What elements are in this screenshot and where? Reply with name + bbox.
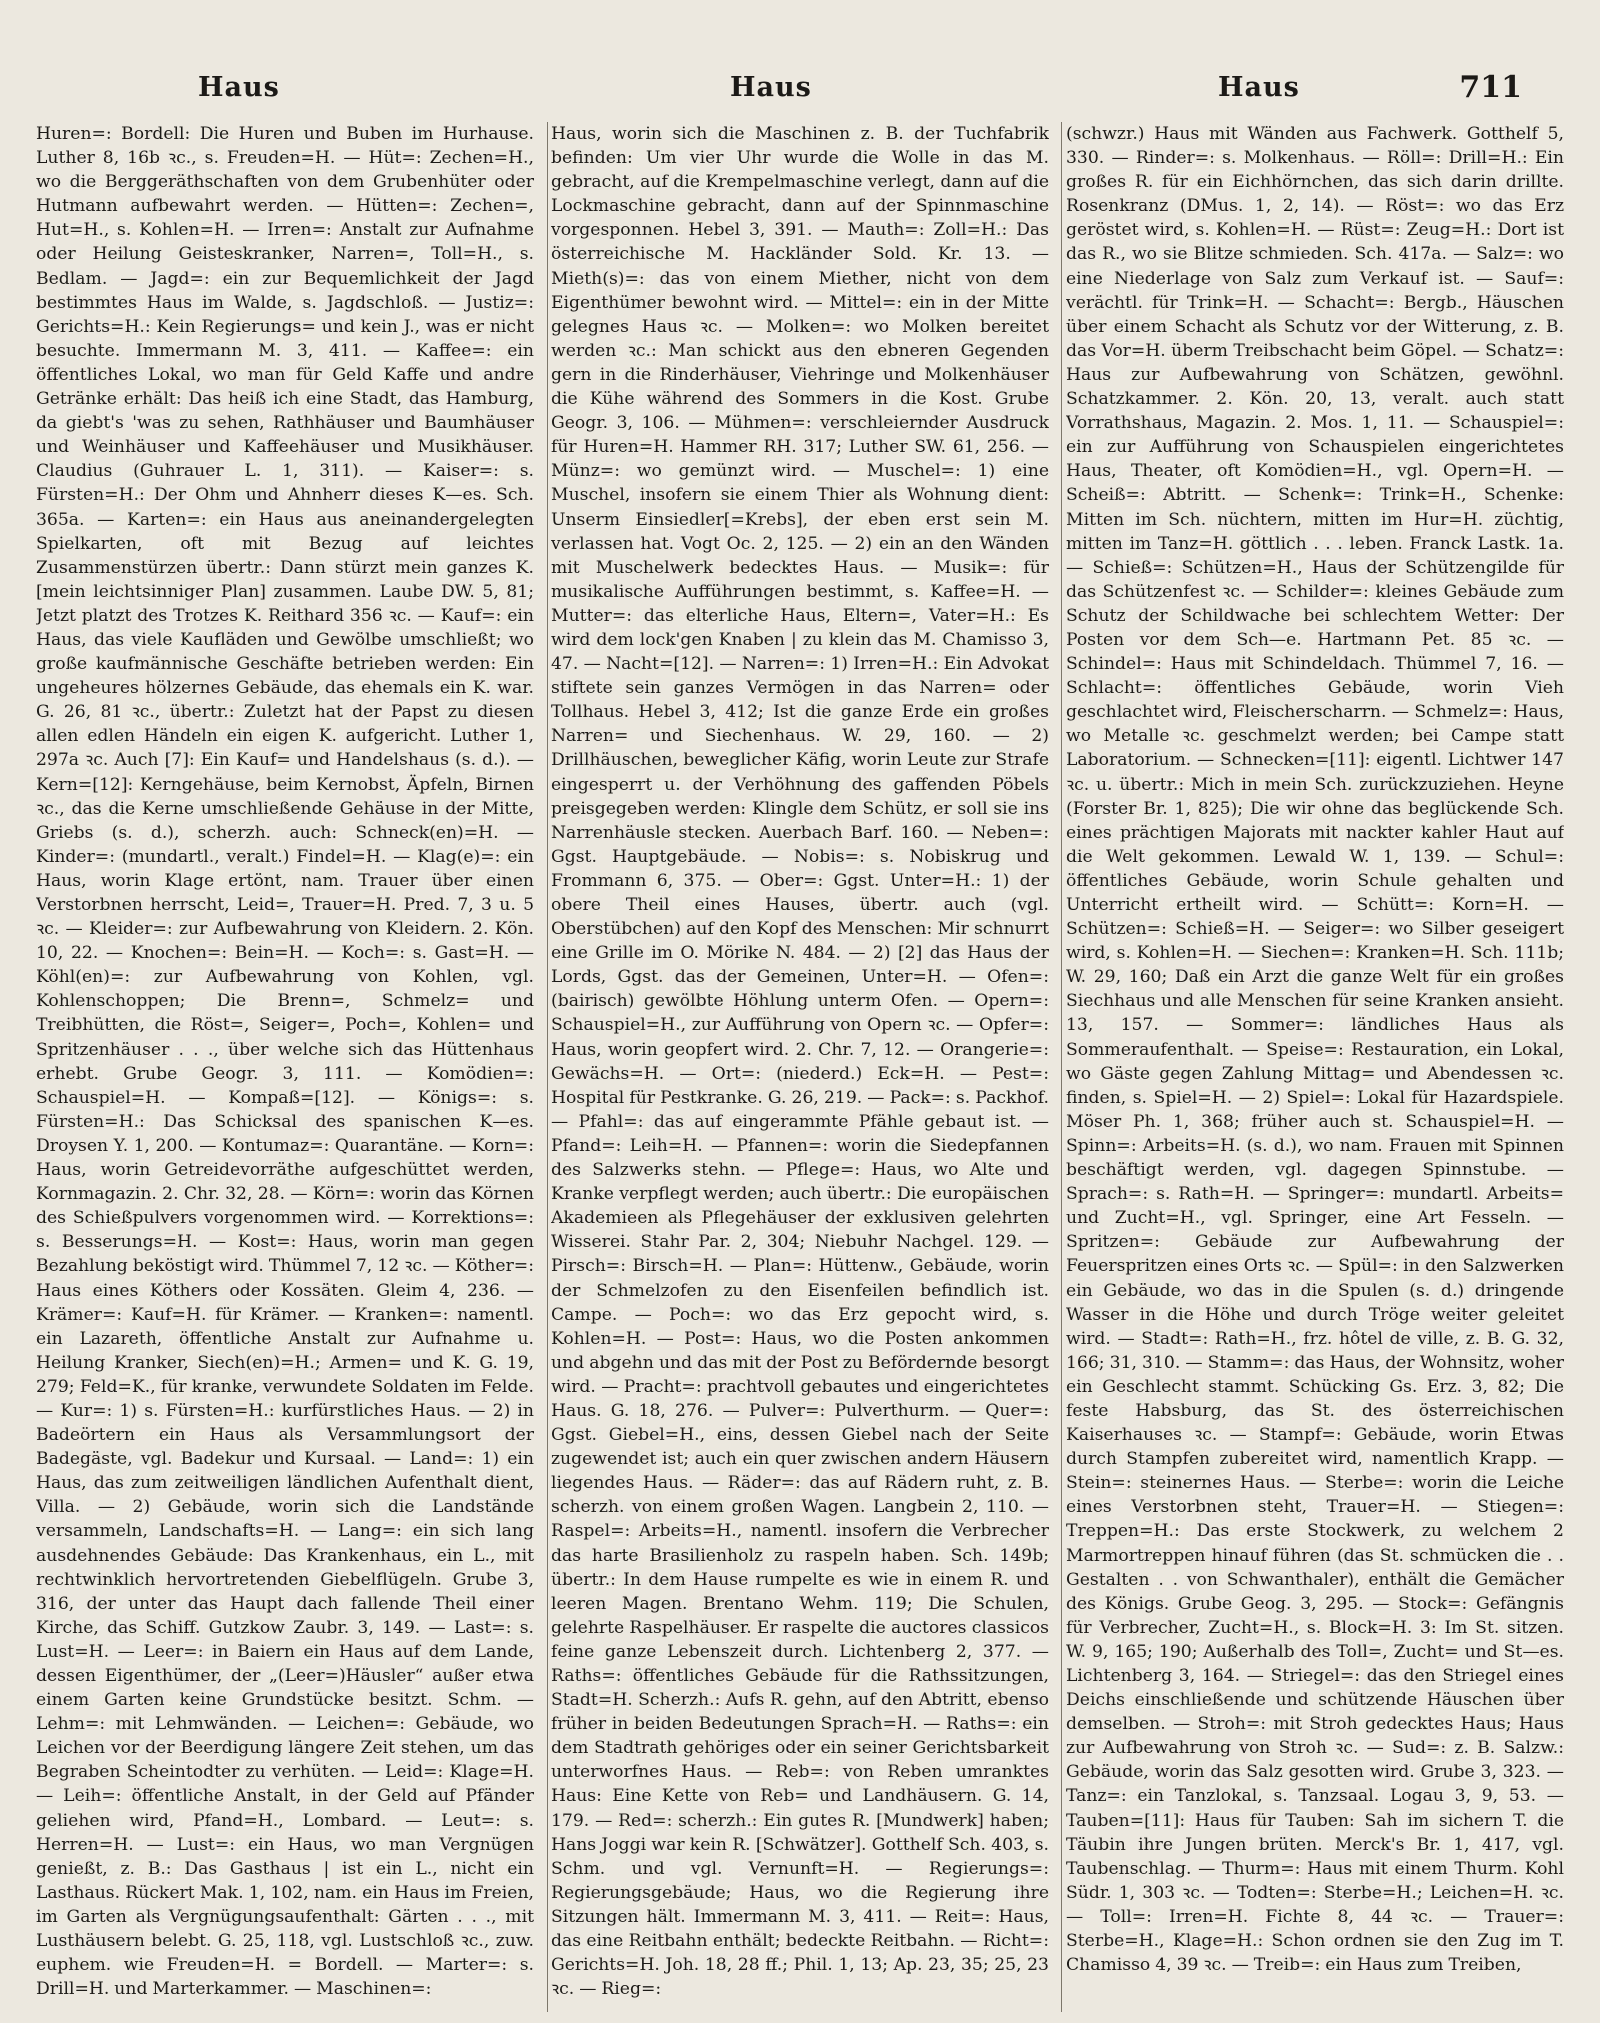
column-middle-text: Haus, worin sich die Maschinen z. B. der Tuchfabrik befinden: Um vier Uhr wurde die Wolle in das M. gebracht, auf die Krempelmaschine verlegt, dann auf die Lockmaschine gebracht, dann auf der Spinnmaschine vorgesponnen. Hebel 3, 391. — Mauth=: Zoll=H.: Das österreichische M. Hackländer Sold. Kr. 13. — Mieth(s)=: das von einem Miether, nicht von dem Eigenthümer bewohnt wird. — Mittel=: ein in der Mitte gelegnes Haus ꝛc. — Molken=: wo Molken bereitet werden ꝛc.: Man schickt aus den ebneren Gegenden gern in die Rinderhäuser, Viehringe und Molkenhäuser die Kühe während des Sommers in die Kost. Grube Geogr. 3, 106. — Mühmen=: verschleiernder Ausdruck für Huren=H. Hammer RH. 317; Luther SW. 61, 256. — Münz=: wo gemünzt wird. — Muschel=: 1) eine Muschel, insofern sie einem Thier als Wohnung dient: Unserm Einsiedler[=Krebs], der eben erst sein M. verlassen hat. Vogt Oc. 2, 125. — 2) ein an den Wänden mit Muschelwerk bedecktes Haus. — Musik=: für musikalische Aufführungen bestimmt, s. Kaffee=H. — Mutter=: das elterliche Haus, Eltern=, Vater=H.: Es wird dem lock'gen Knaben | zu klein das M. Chamisso 3, 47. — Nacht=[12]. — Narren=: 1) Irren=H.: Ein Advokat stiftete sein ganzes Vermögen in das Narren= oder Tollhaus. Hebel 3, 412; Ist die ganze Erde ein großes Narren= und Siechenhaus. W. 29, 160. — 2) Drillhäuschen, beweglicher Käfig, worin Leute zur Strafe eingesperrt u. der Verhöhnung des gaffenden Pöbels preisgegeben werden: Klingle dem Schütz, er soll sie ins Narrenhäusle stecken. Auerbach Barf. 160. — Neben=: Ggst. Hauptgebäude. — Nobis=: s. Nobiskrug und Frommann 6, 375. — Ober=: Ggst. Unter=H.: 1) der obere Theil eines Hauses, übertr. auch (vgl. Oberstübchen) auf den Kopf des Menschen: Mir schnurrt eine Grille im O. Mörike N. 484. — 2) [2] das Haus der Lords, Ggst. das der Gemeinen, Unter=H. — Ofen=: (bairisch) gewölbte Höhlung unterm Ofen. — Opern=: Schauspiel=H., zur Aufführung von Opern ꝛc. — Opfer=: Haus, worin geopfert wird. 2. Chr. 7, 12. — Orangerie=: Gewächs=H. — Ort=: (niederd.) Eck=H. — Pest=: Hospital für Pestkranke. G. 26, 219. — Pack=: s. Packhof. — Pfahl=: das auf eingerammte Pfähle gebaut ist. — Pfand=: Leih=H. — Pfannen=: worin die Siedepfannen des Salzwerks stehn. — Pflege=: Haus, wo Alte und Kranke verpflegt werden; auch übertr.: Die europäischen Akademieen als Pflegehäuser der exklusiven gelehrten Wisserei. Stahr Par. 2, 304; Niebuhr Nachgel. 129. — Pirsch=: Birsch=H. — Plan=: Hüttenw., Gebäude, worin der Schmelzofen zu den Eisenfeilen befindlich ist. Campe. — Poch=: wo das Erz gepocht wird, s. Kohlen=H. — Post=: Haus, wo die Posten ankommen und abgehn und das mit der Post zu Befördernde besorgt wird. — Pracht=: prachtvoll gebautes und eingerichtetes Haus. G. 18, 276. — Pulver=: Pulverthurm. — Quer=: Ggst. Giebel=H., eins, dessen Giebel nach der Seite zugewendet ist; auch ein quer zwischen andern Häusern liegendes Haus. — Räder=: das auf Rädern ruht, z. B. scherzh. von einem großen Wagen. Langbein 2, 110. — Raspel=: Arbeits=H., namentl. insofern die Verbrecher das harte Brasilienholz zu raspeln haben. Sch. 149b; übertr.: In dem Hause rumpelte es wie in einem R. und leeren Magen. Brentano Wehm. 119; Die Schulen, gelehrte Raspelhäuser. Er raspelte die auctores classicos feine ganze Lebenszeit durch. Lichtenberg 2, 377. — Raths=: öffentliches Gebäude für die Rathssitzungen, Stadt=H. Scherzh.: Aufs R. gehn, auf den Abtritt, ebenso früher in beiden Bedeutungen Sprach=H. — Raths=: ein dem Stadtrath gehöriges oder ein seiner Gerichtsbarkeit unterworfnes Haus. — Reb=: von Reben umranktes Haus: Eine Kette von Reb= und Landhäusern. G. 14, 179. — Red=: scherzh.: Ein gutes R. [Mundwerk] haben; Hans Joggi war kein R. [Schwätzer]. Gotthelf Sch. 403, s. Schm. und vgl. Vernunft=H. — Regierungs=: Regierungsgebäude; Haus, wo die Regierung ihre Sitzungen hält. Immermann M. 3, 411. — Reit=: Haus, das eine Reitbahn enthält; bedeckte Reitbahn. — Richt=: Gerichts=H. Joh. 18, 28 ff.; Phil. 1, 13; Ap. 23, 35; 25, 23 ꝛc. — Rieg=: <box>551 124 1049 2000</box>
header-headword-center: Haus <box>730 72 812 103</box>
header-headword-right: Haus <box>1218 72 1300 103</box>
column-middle <box>551 122 1049 2012</box>
header-headword-left: Haus <box>198 72 280 103</box>
column-divider <box>1061 122 1062 2012</box>
column-left-text: Huren=: Bordell: Die Huren und Buben im Hurhause. Luther 8, 16b ꝛc., s. Freuden=H. — Hüt=: Zechen=H., wo die Berggeräthschaften von dem Grubenhüter oder Hutmann aufbewahrt werden. — Hütten=: Zechen=, Hut=H., s. Kohlen=H. — Irren=: Anstalt zur Aufnahme oder Heilung Geisteskranker, Narren=, Toll=H., s. Bedlam. — Jagd=: ein zur Bequemlichkeit der Jagd bestimmtes Haus im Walde, s. Jagdschloß. — Justiz=: Gerichts=H.: Kein Regierungs= und kein J., was er nicht besuchte. Immermann M. 3, 411. — Kaffee=: ein öffentliches Lokal, wo man für Geld Kaffe und andre Getränke erhält: Das heiß ich eine Stadt, das Hamburg, da giebt's 'was zu sehen, Rathhäuser und Baumhäuser und Weinhäuser und Kaffeehäuser und Musikhäuser. Claudius (Guhrauer L. 1, 311). — Kaiser=: s. Fürsten=H.: Der Ohm und Ahnherr dieses K—es. Sch. 365a. — Karten=: ein Haus aus aneinandergelegten Spielkarten, oft mit Bezug auf leichtes Zusammenstürzen übertr.: Dann stürzt mein ganzes K. [mein leichtsinniger Plan] zusammen. Laube DW. 5, 81; Jetzt platzt des Trotzes K. Reithard 356 ꝛc. — Kauf=: ein Haus, das viele Kaufläden und Gewölbe umschließt; wo große kaufmännische Geschäfte betrieben werden: Ein ungeheures hölzernes Gebäude, das ehemals ein K. war. G. 26, 81 ꝛc., übertr.: Zuletzt hat der Papst zu diesen allen edlen Händeln ein eigen K. aufgericht. Luther 1, 297a ꝛc. Auch [7]: Ein Kauf= und Handelshaus (s. d.). — Kern=[12]: Kerngehäuse, beim Kernobst, Äpfeln, Birnen ꝛc., das die Kerne umschließende Gehäuse in der Mitte, Griebs (s. d.), scherzh. auch: Schneck(en)=H. — Kinder=: (mundartl., veralt.) Findel=H. — Klag(e)=: ein Haus, worin Klage ertönt, nam. Trauer über einen Verstorbnen herrscht, Leid=, Trauer=H. Pred. 7, 3 u. 5 ꝛc. — Kleider=: zur Aufbewahrung von Kleidern. 2. Kön. 10, 22. — Knochen=: Bein=H. — Koch=: s. Gast=H. — Köhl(en)=: zur Aufbewahrung von Kohlen, vgl. Kohlenschoppen; Die Brenn=, Schmelz= und Treibhütten, die Röst=, Seiger=, Poch=, Kohlen= und Spritzenhäuser . . ., über welche sich das Hüttenhaus erhebt. Grube Geogr. 3, 111. — Komödien=: Schauspiel=H. — Kompaß=[12]. — Königs=: s. Fürsten=H.: Das Schicksal des spanischen K—es. Droysen Y. 1, 200. — Kontumaz=: Quarantäne. — Korn=: Haus, worin Getreidevorräthe aufgeschüttet werden, Kornmagazin. 2. Chr. 32, 28. — Körn=: worin das Körnen des Schießpulvers vorgenommen wird. — Korrektions=: s. Besserungs=H. — Kost=: Haus, worin man gegen Bezahlung beköstigt wird. Thümmel 7, 12 ꝛc. — Köther=: Haus eines Köthers oder Kossäten. Gleim 4, 236. — Krämer=: Kauf=H. für Krämer. — Kranken=: namentl. ein Lazareth, öffentliche Anstalt zur Aufnahme u. Heilung Kranker, Siech(en)=H.; Armen= und K. G. 19, 279; Feld=K., für kranke, verwundete Soldaten im Felde. — Kur=: 1) s. Fürsten=H.: kurfürstliches Haus. — 2) in Badeörtern ein Haus als Versammlungsort der Badegäste, vgl. Badekur und Kursaal. — Land=: 1) ein Haus, das zum zeitweiligen ländlichen Aufenthalt dient, Villa. — 2) Gebäude, worin sich die Landstände versammeln, Landschafts=H. — Lang=: ein sich lang ausdehnendes Gebäude: Das Krankenhaus, ein L., mit rechtwinklich hervortretenden Giebelflügeln. Grube 3, 316, der unter das Haupt dach fallende Theil einer Kirche, das Schiff. Gutzkow Zaubr. 3, 149. — Last=: s. Lust=H. — Leer=: in Baiern ein Haus auf dem Lande, dessen Eigenthümer, der „(Leer=)Häusler“ außer etwa einem Garten keine Grundstücke besitzt. Schm. — Lehm=: mit Lehmwänden. — Leichen=: Gebäude, wo Leichen vor der Beerdigung längere Zeit stehen, um das Begraben Scheintodter zu verhüten. — Leid=: Klage=H. — Leih=: öffentliche Anstalt, in der Geld auf Pfänder geliehen wird, Pfand=H., Lombard. — Leut=: s. Herren=H. — Lust=: ein Haus, wo man Vergnügen genießt, z. B.: Das Gasthaus | ist ein L., nicht ein Lasthaus. Rückert Mak. 1, 102, nam. ein Haus im Freien, im Garten als Vergnügungsaufenthalt: Gärten . . ., mit Lusthäusern belebt. G. 25, 118, vgl. Lustschloß ꝛc., zuw. euphem. wie Freuden=H. = Bordell. — Marter=: s. Drill=H. und Marterkammer. — Maschinen=: <box>36 124 534 2000</box>
page-number: 711 <box>1459 70 1522 105</box>
column-right <box>1066 122 1564 2012</box>
running-header <box>0 72 1600 112</box>
column-divider <box>547 122 548 2012</box>
column-right-text: (schwzr.) Haus mit Wänden aus Fachwerk. Gotthelf 5, 330. — Rinder=: s. Molkenhaus. — Röll=: Drill=H.: Ein großes R. für ein Eichhörnchen, das sich darin drillte. Rosenkranz (DMus. 1, 2, 14). — Röst=: wo das Erz geröstet wird, s. Kohlen=H. — Rüst=: Zeug=H.: Dort ist das R., wo sie Blitze schmieden. Sch. 417a. — Salz=: wo eine Niederlage von Salz zum Verkauf ist. — Sauf=: verächtl. für Trink=H. — Schacht=: Bergb., Häuschen über einem Schacht als Schutz vor der Witterung, z. B. das Vor=H. überm Treibschacht beim Göpel. — Schatz=: Haus zur Aufbewahrung von Schätzen, gewöhnl. Schatzkammer. 2. Kön. 20, 13, veralt. auch statt Vorrathshaus, Magazin. 2. Mos. 1, 11. — Schauspiel=: ein zur Aufführung von Schauspielen eingerichtetes Haus, Theater, oft Komödien=H., vgl. Opern=H. — Scheiß=: Abtritt. — Schenk=: Trink=H., Schenke: Mitten im Sch. nüchtern, mitten im Hur=H. züchtig, mitten im Tanz=H. göttlich . . . leben. Franck Lastk. 1a. — Schieß=: Schützen=H., Haus der Schützengilde für das Schützenfest ꝛc. — Schilder=: kleines Gebäude zum Schutz der Schildwache bei schlechtem Wetter: Der Posten vor dem Sch—e. Hartmann Pet. 85 ꝛc. — Schindel=: Haus mit Schindeldach. Thümmel 7, 16. — Schlacht=: öffentliches Gebäude, worin Vieh geschlachtet wird, Fleischerscharrn. — Schmelz=: Haus, wo Metalle ꝛc. geschmelzt werden; bei Campe statt Laboratorium. — Schnecken=[11]: eigentl. Lichtwer 147 ꝛc. u. übertr.: Mich in mein Sch. zurückzuziehen. Heyne (Forster Br. 1, 825); Die wir ohne das beglückende Sch. eines prächtigen Majorats mit nackter kahler Haut auf die Welt gekommen. Lewald W. 1, 139. — Schul=: öffentliches Gebäude, worin Schule gehalten und Unterricht ertheilt wird. — Schütt=: Korn=H. — Schützen=: Schieß=H. — Seiger=: wo Silber geseigert wird, s. Kohlen=H. — Siechen=: Kranken=H. Sch. 111b; W. 29, 160; Daß ein Arzt die ganze Welt für ein großes Siechhaus und alle Menschen für seine Kranken ansieht. 13, 157. — Sommer=: ländliches Haus als Sommeraufenthalt. — Speise=: Restauration, ein Lokal, wo Gäste gegen Zahlung Mittag= und Abendessen ꝛc. finden, s. Spiel=H. — 2) Spiel=: Lokal für Hazardspiele. Möser Ph. 1, 368; früher auch st. Schauspiel=H. — Spinn=: Arbeits=H. (s. d.), wo nam. Frauen mit Spinnen beschäftigt werden, vgl. dagegen Spinnstube. — Sprach=: s. Rath=H. — Springer=: mundartl. Arbeits= und Zucht=H., vgl. Springer, eine Art Fesseln. — Spritzen=: Gebäude zur Aufbewahrung der Feuerspritzen eines Orts ꝛc. — Spül=: in den Salzwerken ein Gebäude, wo das in die Spulen (s. d.) dringende Wasser in die Höhe und durch Tröge weiter geleitet wird. — Stadt=: Rath=H., frz. hôtel de ville, z. B. G. 32, 166; 31, 310. — Stamm=: das Haus, der Wohnsitz, woher ein Geschlecht stammt. Schücking Gs. Erz. 3, 82; Die feste Habsburg, das St. des österreichischen Kaiserhauses ꝛc. — Stampf=: Gebäude, worin Etwas durch Stampfen zubereitet wird, namentlich Krapp. — Stein=: steinernes Haus. — Sterbe=: worin die Leiche eines Verstorbnen steht, Trauer=H. — Stiegen=: Treppen=H.: Das erste Stockwerk, zu welchem 2 Marmortreppen hinauf führen (das St. schmücken die . . Gestalten . . von Schwanthaler), enthält die Gemächer des Königs. Grube Geog. 3, 295. — Stock=: Gefängnis für Verbrecher, Zucht=H., s. Block=H. 3: Im St. sitzen. W. 9, 165; 190; Außerhalb des Toll=, Zucht= und St—es. Lichtenberg 3, 164. — Striegel=: das den Striegel eines Deichs einschließende und schützende Häuschen über demselben. — Stroh=: mit Stroh gedecktes Haus; Haus zur Aufbewahrung von Stroh ꝛc. — Sud=: z. B. Salzw.: Gebäude, worin das Salz gesotten wird. Grube 3, 323. — Tanz=: ein Tanzlokal, s. Tanzsaal. Logau 3, 9, 53. — Tauben=[11]: Haus für Tauben: Sah im sichern T. die Täubin ihre Jungen brüten. Merck's Br. 1, 417, vgl. Taubenschlag. — Thurm=: Haus mit einem Thurm. Kohl Südr. 1, 303 ꝛc. — Todten=: Sterbe=H.; Leichen=H. ꝛc. — Toll=: Irren=H. Fichte 8, 44 ꝛc. — Trauer=: Sterbe=H., Klage=H.: Schon ordnen sie den Zug im T. Chamisso 4, 39 ꝛc. — Treib=: ein Haus zum Treiben, <box>1066 124 1564 1976</box>
column-left <box>36 122 534 2012</box>
text-columns <box>36 122 1564 2012</box>
